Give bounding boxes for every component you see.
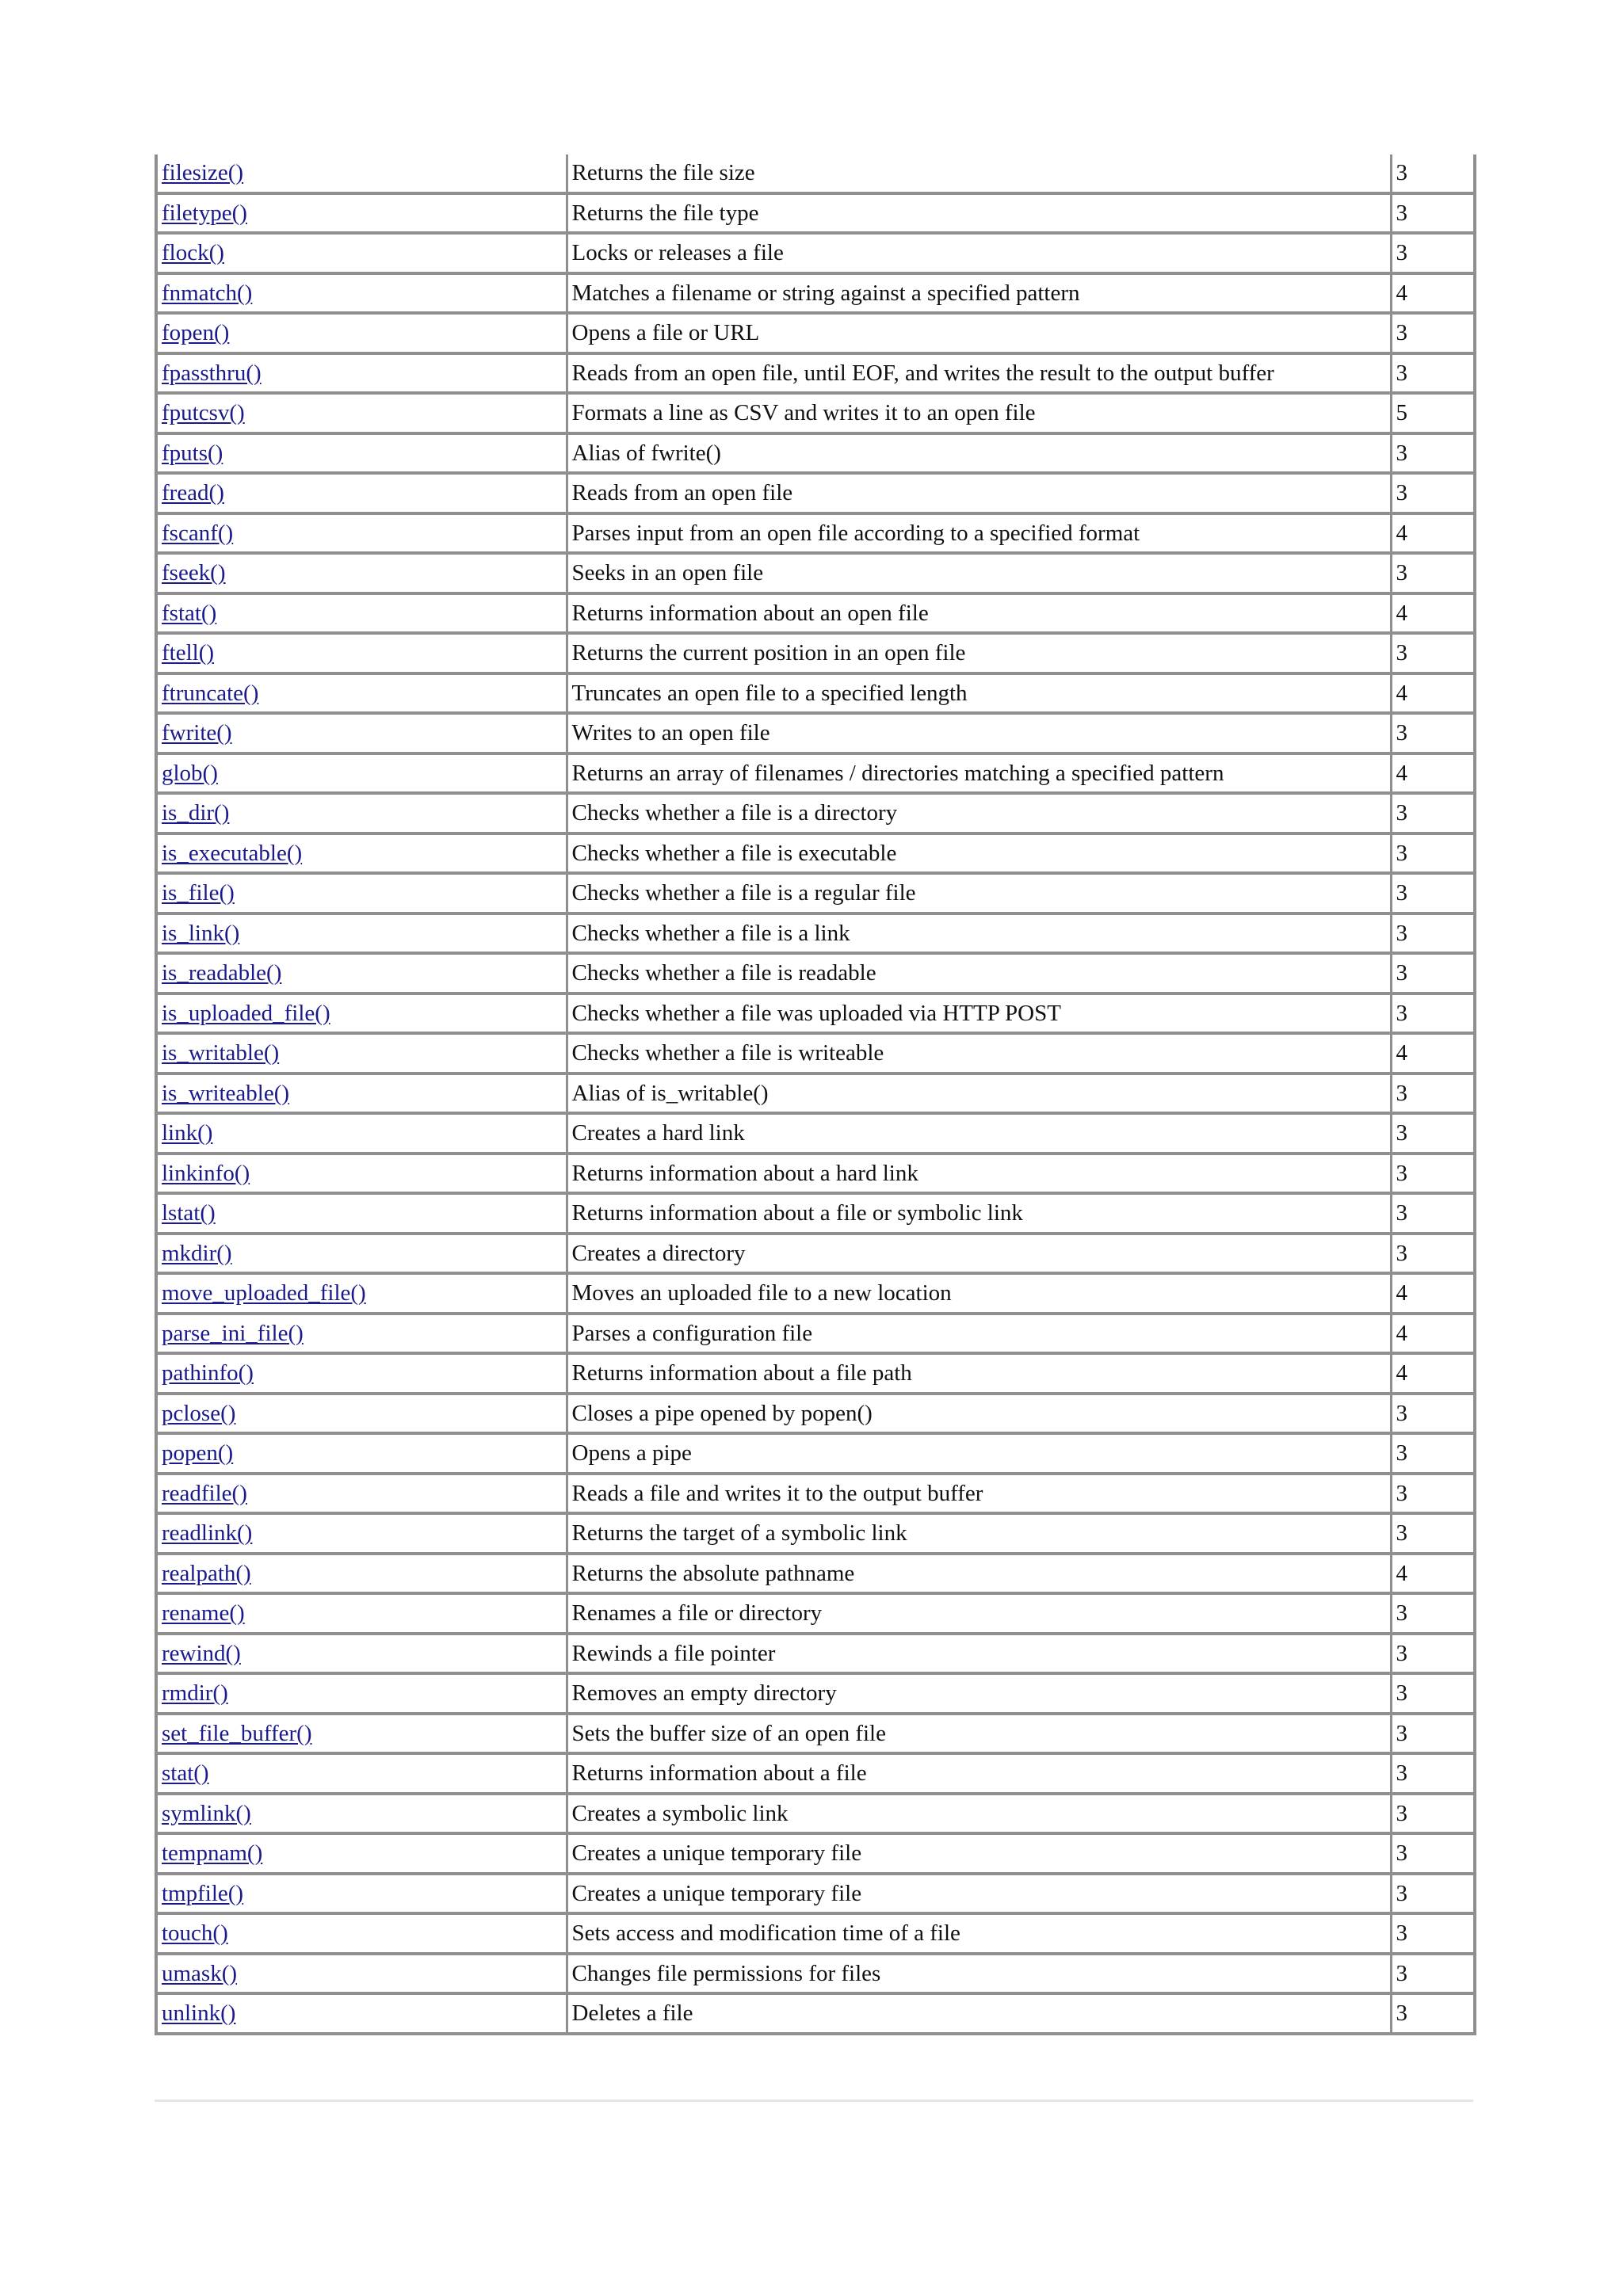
php-version-cell: 3 <box>1391 1993 1475 2034</box>
function-name-cell <box>156 513 567 554</box>
table-row <box>156 1794 1475 1834</box>
php-version-cell: 3 <box>1391 994 1475 1034</box>
table-row <box>156 1714 1475 1754</box>
function-link[interactable]: touch() <box>162 1920 228 1947</box>
table-row <box>156 433 1475 474</box>
function-name-cell <box>156 1273 567 1314</box>
function-name-cell <box>156 1074 567 1114</box>
php-version-cell: 3 <box>1391 793 1475 833</box>
function-description-cell: Creates a symbolic link <box>567 1794 1391 1834</box>
function-name-cell <box>156 953 567 994</box>
function-link[interactable]: fputcsv() <box>162 400 245 426</box>
function-name-cell <box>156 1433 567 1474</box>
function-name-cell <box>156 713 567 753</box>
function-link[interactable]: fread() <box>162 480 224 506</box>
function-description-cell: Reads from an open file, until EOF, and writes the result to the output buffer <box>567 353 1391 394</box>
function-link[interactable]: unlink() <box>162 2000 236 2027</box>
table-row <box>156 513 1475 554</box>
function-description-cell: Locks or releases a file <box>567 233 1391 273</box>
function-name-cell <box>156 913 567 954</box>
function-link[interactable]: tmpfile() <box>162 1880 244 1906</box>
function-description-cell: Returns the file size <box>567 154 1391 193</box>
php-version-cell: 3 <box>1391 1474 1475 1514</box>
table-row <box>156 913 1475 954</box>
function-link[interactable]: rmdir() <box>162 1680 228 1707</box>
function-link[interactable]: tempnam() <box>162 1840 263 1867</box>
function-link[interactable]: rename() <box>162 1600 245 1627</box>
table-row <box>156 1273 1475 1314</box>
function-link[interactable]: fputs() <box>162 440 223 466</box>
function-link[interactable]: pclose() <box>162 1400 236 1426</box>
php-version-cell: 3 <box>1391 1113 1475 1154</box>
function-link[interactable]: fopen() <box>162 320 230 346</box>
function-description-cell: Returns information about a hard link <box>567 1154 1391 1194</box>
function-link[interactable]: move_uploaded_file() <box>162 1280 366 1306</box>
php-version-cell: 3 <box>1391 353 1475 394</box>
function-link[interactable]: rewind() <box>162 1640 241 1666</box>
function-name-cell <box>156 1394 567 1434</box>
php-version-cell: 3 <box>1391 1753 1475 1794</box>
function-link[interactable]: linkinfo() <box>162 1160 250 1186</box>
function-description-cell: Reads a file and writes it to the output buffer <box>567 1474 1391 1514</box>
function-name-cell <box>156 1033 567 1074</box>
function-description-cell: Opens a file or URL <box>567 313 1391 353</box>
function-link[interactable]: parse_ini_file() <box>162 1320 304 1346</box>
php-version-cell: 3 <box>1391 953 1475 994</box>
table-row <box>156 1753 1475 1794</box>
function-name-cell <box>156 433 567 474</box>
function-link[interactable]: is_writable() <box>162 1040 280 1066</box>
php-version-cell: 3 <box>1391 233 1475 273</box>
function-link[interactable]: filetype() <box>162 200 247 226</box>
function-name-cell <box>156 1474 567 1514</box>
function-description-cell: Alias of is_writable() <box>567 1074 1391 1114</box>
function-description-cell: Creates a directory <box>567 1234 1391 1274</box>
function-description-cell: Matches a filename or string against a specified pattern <box>567 273 1391 314</box>
php-version-cell: 3 <box>1391 873 1475 913</box>
function-description-cell: Checks whether a file was uploaded via HTTP POST <box>567 994 1391 1034</box>
php-version-cell: 3 <box>1391 833 1475 874</box>
function-link[interactable]: flock() <box>162 240 224 266</box>
php-version-cell: 4 <box>1391 513 1475 554</box>
function-name-cell <box>156 1554 567 1594</box>
function-name-cell <box>156 1193 567 1234</box>
php-version-cell: 3 <box>1391 1874 1475 1914</box>
table-row <box>156 633 1475 673</box>
php-version-cell: 3 <box>1391 1794 1475 1834</box>
function-link[interactable]: filesize() <box>162 160 244 186</box>
table-row <box>156 1353 1475 1394</box>
function-link[interactable]: is_dir() <box>162 800 230 826</box>
table-row <box>156 1513 1475 1554</box>
table-row <box>156 1954 1475 1994</box>
table-row <box>156 1193 1475 1234</box>
php-version-cell: 4 <box>1391 593 1475 634</box>
function-name-cell <box>156 1234 567 1274</box>
php-version-cell: 3 <box>1391 1193 1475 1234</box>
table-row <box>156 753 1475 794</box>
function-link[interactable]: fnmatch() <box>162 280 253 306</box>
table-row <box>156 273 1475 314</box>
php-version-cell: 4 <box>1391 1273 1475 1314</box>
table-row <box>156 1154 1475 1194</box>
function-link[interactable]: is_uploaded_file() <box>162 1000 330 1026</box>
table-row <box>156 1833 1475 1874</box>
function-name-cell <box>156 1154 567 1194</box>
function-name-cell <box>156 1714 567 1754</box>
function-name-cell <box>156 1993 567 2034</box>
function-description-cell: Sets the buffer size of an open file <box>567 1714 1391 1754</box>
function-link[interactable]: is_writeable() <box>162 1080 290 1106</box>
function-name-cell <box>156 273 567 314</box>
php-version-cell: 4 <box>1391 673 1475 714</box>
function-description-cell: Closes a pipe opened by popen() <box>567 1394 1391 1434</box>
function-name-cell <box>156 593 567 634</box>
function-description-cell: Checks whether a file is a link <box>567 913 1391 954</box>
table-row <box>156 233 1475 273</box>
function-name-cell <box>156 1113 567 1154</box>
table-row <box>156 593 1475 634</box>
table-row <box>156 673 1475 714</box>
footer-divider <box>155 2100 1473 2102</box>
function-name-cell <box>156 1833 567 1874</box>
function-link[interactable]: symlink() <box>162 1800 251 1826</box>
function-name-cell <box>156 673 567 714</box>
function-name-cell <box>156 873 567 913</box>
function-name-cell <box>156 753 567 794</box>
table-row <box>156 793 1475 833</box>
function-description-cell: Returns the file type <box>567 193 1391 234</box>
function-link[interactable]: set_file_buffer() <box>162 1720 312 1746</box>
function-description-cell: Returns an array of filenames / directories matching a specified pattern <box>567 753 1391 794</box>
function-name-cell <box>156 1353 567 1394</box>
table-row <box>156 1433 1475 1474</box>
function-name-cell <box>156 633 567 673</box>
php-version-cell: 3 <box>1391 1433 1475 1474</box>
table-row <box>156 193 1475 234</box>
function-description-cell: Deletes a file <box>567 1993 1391 2034</box>
function-link[interactable]: ftruncate() <box>162 680 259 706</box>
table-row <box>156 1033 1475 1074</box>
php-version-cell: 3 <box>1391 713 1475 753</box>
function-link[interactable]: popen() <box>162 1440 234 1466</box>
function-name-cell <box>156 1673 567 1714</box>
php-version-cell: 3 <box>1391 1394 1475 1434</box>
function-description-cell: Parses a configuration file <box>567 1314 1391 1354</box>
function-description-cell: Parses input from an open file according to a specified format <box>567 513 1391 554</box>
table-row <box>156 1394 1475 1434</box>
function-description-cell: Sets access and modification time of a file <box>567 1913 1391 1954</box>
table-row <box>156 1474 1475 1514</box>
function-name-cell <box>156 233 567 273</box>
function-link[interactable]: glob() <box>162 760 218 786</box>
php-version-cell: 3 <box>1391 1833 1475 1874</box>
php-version-cell: 4 <box>1391 753 1475 794</box>
php-version-cell: 3 <box>1391 154 1475 193</box>
function-description-cell: Moves an uploaded file to a new location <box>567 1273 1391 1314</box>
table-row <box>156 1673 1475 1714</box>
function-description-cell: Returns information about an open file <box>567 593 1391 634</box>
function-description-cell: Seeks in an open file <box>567 553 1391 593</box>
function-description-cell: Renames a file or directory <box>567 1593 1391 1634</box>
php-version-cell: 3 <box>1391 1714 1475 1754</box>
function-link[interactable]: is_link() <box>162 920 240 946</box>
function-name-cell <box>156 313 567 353</box>
function-link[interactable]: is_executable() <box>162 840 303 866</box>
function-name-cell <box>156 393 567 433</box>
function-name-cell <box>156 994 567 1034</box>
php-version-cell: 4 <box>1391 1353 1475 1394</box>
php-version-cell: 3 <box>1391 1913 1475 1954</box>
function-name-cell <box>156 553 567 593</box>
function-name-cell <box>156 1874 567 1914</box>
table-row <box>156 994 1475 1034</box>
table-row <box>156 154 1475 193</box>
function-name-cell <box>156 1314 567 1354</box>
php-version-cell: 5 <box>1391 393 1475 433</box>
function-reference-table <box>155 154 1476 2035</box>
function-description-cell: Checks whether a file is a directory <box>567 793 1391 833</box>
function-description-cell: Removes an empty directory <box>567 1673 1391 1714</box>
table-row <box>156 1113 1475 1154</box>
table-row <box>156 553 1475 593</box>
function-description-cell: Opens a pipe <box>567 1433 1391 1474</box>
function-description-cell: Returns information about a file path <box>567 1353 1391 1394</box>
function-link[interactable]: link() <box>162 1120 213 1146</box>
php-version-cell: 3 <box>1391 913 1475 954</box>
function-description-cell: Returns information about a file <box>567 1753 1391 1794</box>
function-link[interactable]: is_readable() <box>162 960 282 986</box>
function-description-cell: Creates a hard link <box>567 1113 1391 1154</box>
php-version-cell: 3 <box>1391 1634 1475 1674</box>
function-name-cell <box>156 1913 567 1954</box>
function-link[interactable]: fscanf() <box>162 520 234 546</box>
function-name-cell <box>156 353 567 394</box>
function-description-cell: Checks whether a file is executable <box>567 833 1391 874</box>
function-link[interactable]: ftell() <box>162 640 215 666</box>
php-version-cell: 3 <box>1391 553 1475 593</box>
function-link[interactable]: pathinfo() <box>162 1360 254 1386</box>
php-version-cell: 3 <box>1391 1074 1475 1114</box>
function-link[interactable]: lstat() <box>162 1200 216 1226</box>
php-version-cell: 3 <box>1391 1673 1475 1714</box>
function-name-cell <box>156 1513 567 1554</box>
table-row <box>156 1993 1475 2034</box>
function-description-cell: Writes to an open file <box>567 713 1391 753</box>
php-version-cell: 4 <box>1391 1033 1475 1074</box>
table-row <box>156 1314 1475 1354</box>
table-row <box>156 1593 1475 1634</box>
function-description-cell: Changes file permissions for files <box>567 1954 1391 1994</box>
function-description-cell: Returns information about a file or symbolic link <box>567 1193 1391 1234</box>
function-description-cell: Reads from an open file <box>567 473 1391 513</box>
function-link[interactable]: fwrite() <box>162 720 232 746</box>
php-version-cell: 4 <box>1391 1314 1475 1354</box>
table-row <box>156 1913 1475 1954</box>
php-version-cell: 3 <box>1391 313 1475 353</box>
function-name-cell <box>156 154 567 193</box>
function-description-cell: Returns the target of a symbolic link <box>567 1513 1391 1554</box>
function-link[interactable]: is_file() <box>162 880 235 906</box>
php-version-cell: 3 <box>1391 473 1475 513</box>
php-version-cell: 4 <box>1391 273 1475 314</box>
table-row <box>156 393 1475 433</box>
function-link[interactable]: fstat() <box>162 600 217 626</box>
table-row <box>156 873 1475 913</box>
table-row <box>156 953 1475 994</box>
table-row <box>156 833 1475 874</box>
function-link[interactable]: readfile() <box>162 1480 247 1506</box>
function-link[interactable]: mkdir() <box>162 1240 232 1266</box>
function-link[interactable]: fseek() <box>162 560 226 586</box>
function-description-cell: Formats a line as CSV and writes it to an open file <box>567 393 1391 433</box>
php-version-cell: 3 <box>1391 193 1475 234</box>
function-description-cell: Checks whether a file is readable <box>567 953 1391 994</box>
function-description-cell: Checks whether a file is a regular file <box>567 873 1391 913</box>
function-name-cell <box>156 193 567 234</box>
function-link[interactable]: realpath() <box>162 1560 251 1586</box>
table-row <box>156 713 1475 753</box>
table-row <box>156 313 1475 353</box>
table-row <box>156 1554 1475 1594</box>
function-description-cell: Creates a unique temporary file <box>567 1833 1391 1874</box>
table-row <box>156 473 1475 513</box>
php-version-cell: 3 <box>1391 1513 1475 1554</box>
function-description-cell: Checks whether a file is writeable <box>567 1033 1391 1074</box>
php-version-cell: 3 <box>1391 433 1475 474</box>
function-description-cell: Truncates an open file to a specified length <box>567 673 1391 714</box>
php-version-cell: 3 <box>1391 1593 1475 1634</box>
function-link[interactable]: stat() <box>162 1760 209 1787</box>
function-name-cell <box>156 833 567 874</box>
function-description-cell: Returns the current position in an open file <box>567 633 1391 673</box>
php-version-cell: 3 <box>1391 1954 1475 1994</box>
table-row <box>156 1234 1475 1274</box>
php-version-cell: 3 <box>1391 1154 1475 1194</box>
php-version-cell: 3 <box>1391 1234 1475 1274</box>
table-row <box>156 353 1475 394</box>
table-row <box>156 1634 1475 1674</box>
php-version-cell: 3 <box>1391 633 1475 673</box>
function-description-cell: Creates a unique temporary file <box>567 1874 1391 1914</box>
function-name-cell <box>156 1954 567 1994</box>
function-link[interactable]: readlink() <box>162 1520 253 1547</box>
function-name-cell <box>156 1593 567 1634</box>
function-link[interactable]: umask() <box>162 1960 238 1986</box>
function-name-cell <box>156 1634 567 1674</box>
function-description-cell: Rewinds a file pointer <box>567 1634 1391 1674</box>
function-link[interactable]: fpassthru() <box>162 360 262 386</box>
php-version-cell: 4 <box>1391 1554 1475 1594</box>
function-name-cell <box>156 473 567 513</box>
function-description-cell: Alias of fwrite() <box>567 433 1391 474</box>
function-name-cell <box>156 793 567 833</box>
table-row <box>156 1874 1475 1914</box>
function-name-cell <box>156 1794 567 1834</box>
table-row <box>156 1074 1475 1114</box>
function-table-body <box>156 154 1475 2034</box>
function-description-cell: Returns the absolute pathname <box>567 1554 1391 1594</box>
function-name-cell <box>156 1753 567 1794</box>
